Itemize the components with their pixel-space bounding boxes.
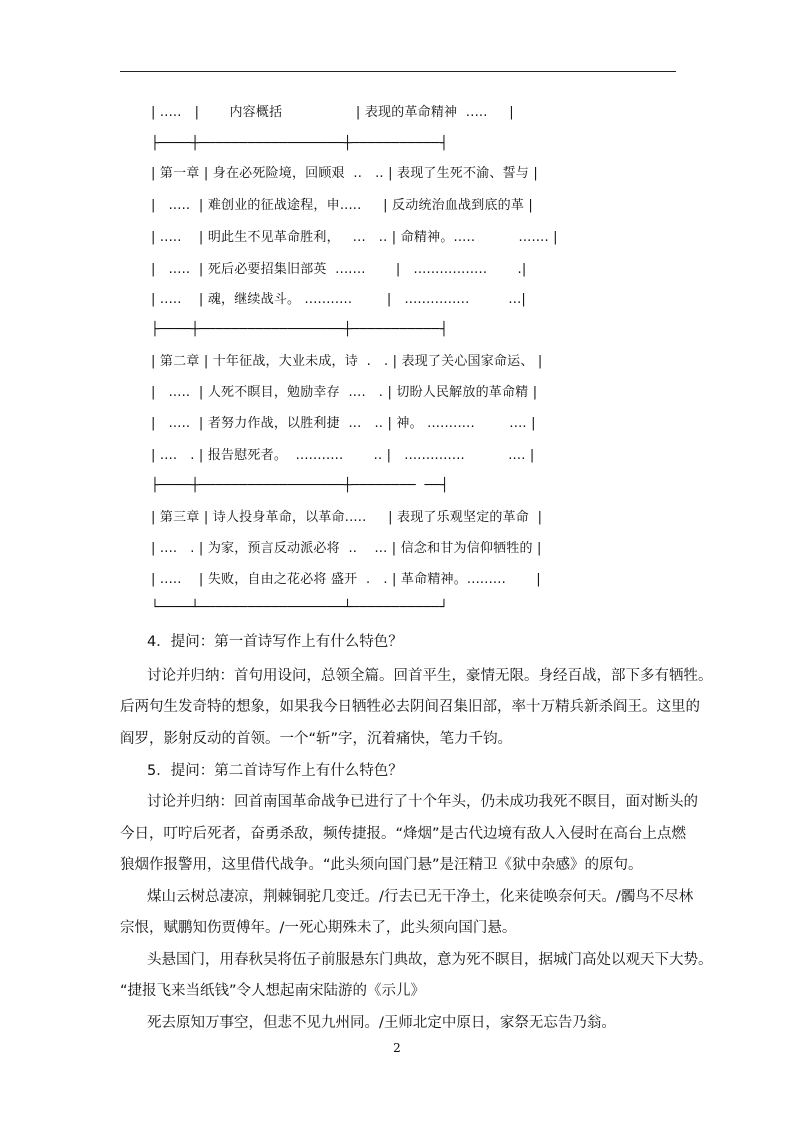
paragraph-line: 狼烟作报警用，这里借代战争。“此头须向国门悬”是汪精卫《狱中杂感》的原句。 [120, 857, 643, 873]
table-line: | 第二章 | 十年征战，大业未成，诗 . . | 表现了关心国家命运、 | [151, 354, 543, 369]
poem-line: 宗恨，赋鹏知伤贾傅年。/一死心期殊未了，此头须向国门悬。 [120, 920, 517, 936]
question-heading: 4．提问：第一首诗写作上有什么特色？ [147, 634, 403, 650]
paragraph-line: 讨论并归纳：回首南国革命战争已进行了十个年头，仍未成功我死不瞑目，面对断头的 [147, 794, 698, 810]
poem-line: 煤山云树总凄凉，荆棘铜驼几变迁。/行去已无干净土，化来徒唤奈何天。/髑鸟不尽林 [147, 889, 694, 905]
table-line: ├────┼──────────────────┼──────── ──┤ [151, 478, 449, 493]
header-rule [120, 71, 676, 72]
table-line: └────┴──────────────────┴───────────┘ [151, 600, 448, 615]
table-line: | ..... | 内容概括 | 表现的革命精神 ..... | [151, 105, 514, 120]
paragraph-line: “捷报飞来当纸钱”令人想起南宋陆游的《示儿》 [120, 983, 426, 999]
table-line: ├────┼──────────────────┼───────────┤ [151, 322, 448, 337]
poem-line: 死去原知万事空，但悲不见九州同。/王师北定中原日，家祭无忘告乃翁。 [147, 1015, 616, 1031]
table-line: | ..... | 死后必要招集旧部英 ....... | ................. .| [151, 262, 527, 277]
paragraph-line: 今日，叮咛后死者，奋勇杀敌，频传捷报。“烽烟”是古代边境有敌人入侵时在高台上点燃 [120, 826, 687, 842]
table-line: | ..... | 难创业的征战途程，申..... | 反动统治血战到底的革 | [151, 198, 533, 213]
question-heading: 5．提问：第二首诗写作上有什么特色？ [147, 763, 403, 779]
table-line: | ..... | 魂，继续战斗。 ........... | ............... ...| [151, 292, 526, 307]
table-line: | 第三章 | 诗人投身革命，以革命..... | 表现了乐观坚定的革命 | [151, 510, 543, 525]
paragraph-line: 后两句生发奇特的想象，如果我今日牺牲必去阴间召集旧部，率十万精兵新杀阎王。这里的 [120, 699, 700, 715]
table-line: | .... . | 为家，预言反动派必将 .. ... | 信念和甘为信仰牺牲的 | [151, 541, 542, 556]
table-line: | ..... | 明此生不见革命胜利， ... .. | 命精神。..... ....... | [151, 230, 558, 245]
paragraph-line: 阎罗，影射反动的首领。一个“斩”字，沉着痛快，笔力千钧。 [120, 731, 513, 747]
table-line: | ..... | 者努力作战，以胜利捷 ... .. | 神。 ........... .... | [151, 416, 536, 431]
page-number: 2 [393, 1041, 401, 1055]
paragraph-line: 讨论并归纳：首句用设问，总领全篇。回首平生，豪情无限。身经百战，部下多有牺牲。 [147, 668, 713, 684]
table-line: | ..... | 失败，自由之花必将 盛开 . . | 革命精神。......... | [151, 572, 541, 587]
table-line: | .... . | 报告慰死者。 ........... .. | .............. .... | [151, 448, 535, 463]
table-line: ├────┼──────────────────┼───────────┤ [151, 136, 448, 151]
paragraph-line: 头悬国门，用春秋吴将伍子前服悬东门典故，意为死不瞑目，据城门高处以观天下大势。 [147, 952, 713, 968]
table-line: | ..... | 人死不瞑目，勉励幸存 .... . | 切盼人民解放的革命精 | [151, 385, 538, 400]
table-line: | 第一章 | 身在必死险境，回顾艰 .. .. | 表现了生死不渝、誓与 | [151, 166, 538, 181]
